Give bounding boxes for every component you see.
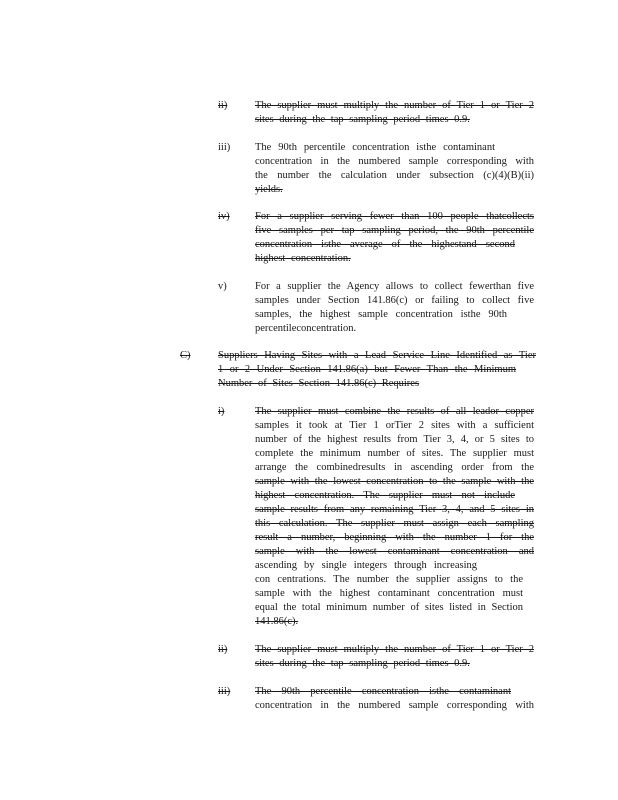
text-line: highest concentration. The supplier must not include: [255, 490, 515, 501]
text-line: arrange the combinedresults in ascending order from the: [255, 462, 534, 473]
paragraph-text: [255, 643, 534, 671]
text-line: concentration in the numbered sample corresponding with: [255, 700, 534, 711]
text-line: sample with the lowest contaminant concentration and: [255, 546, 534, 557]
text-line: 1 or 2 Under Section 141.86(a) but Fewer Than the Minimum: [218, 364, 516, 375]
text-line: sites during the tap sampling period times 0.9.: [255, 658, 470, 669]
paragraph-text: [255, 99, 534, 127]
text-line: highest concentration.: [255, 253, 351, 264]
text-line: result a number, beginning with the number 1 for the: [255, 532, 534, 543]
paragraph-text: [218, 349, 536, 391]
text-line: con centrations. The number the supplier assigns to the: [255, 574, 523, 585]
paragraph-c: [180, 349, 536, 391]
text-line: sites during the tap sampling period times 0.9.: [255, 114, 470, 125]
paragraph-label: ii): [218, 100, 228, 111]
paragraph-a-v: [218, 280, 534, 336]
text-line: the number the calculation under subsection (c)(4)(B)(ii): [255, 170, 534, 181]
text-line: percentileconcentration.: [255, 323, 357, 334]
text-line: Suppliers Having Sites with a Lead Service Line Identified as Tier: [218, 350, 536, 361]
paragraph-a-iii: [218, 141, 534, 197]
paragraph-a-ii: [218, 99, 534, 127]
paragraph-text: [255, 685, 534, 713]
text-line: sample results from any remaining Tier 3, 4, and 5 sites in: [255, 504, 534, 515]
text-line: The 90th percentile concentration isthe contaminant: [255, 686, 511, 697]
text-line: equal the total minimum number of sites listed in Section: [255, 602, 523, 613]
text-line: 141.86(c).: [255, 616, 299, 627]
text-line: Number of Sites Section 141.86(c) Requires: [218, 378, 420, 389]
text-line: samples it took at Tier 1 orTier 2 sites with a sufficient: [255, 420, 534, 431]
text-line: concentration in the numbered sample corresponding with: [255, 156, 534, 167]
text-line: The supplier must combine the results of all leador copper: [255, 406, 534, 417]
text-line: ascending by single integers through increasing: [255, 560, 477, 571]
paragraph-c-i: [218, 405, 534, 629]
text-line: complete the minimum number of sites. The supplier must: [255, 448, 534, 459]
text-line: samples under Section 141.86(c) or failing to collect five: [255, 295, 534, 306]
paragraph-label: iii): [218, 142, 231, 153]
paragraph-label: ii): [218, 644, 228, 655]
paragraph-c-iii: [218, 685, 534, 713]
text-line: yields.: [255, 184, 283, 195]
text-line: sample with the highest contaminant concentration must: [255, 588, 523, 599]
text-line: this calculation. The supplier must assign each sampling: [255, 518, 534, 529]
text-line: five samples per tap sampling period, the 90th percentile: [255, 225, 534, 236]
paragraph-label: iii): [218, 686, 231, 697]
text-line: concentration isthe average of the highestand second: [255, 239, 515, 250]
paragraph-text: [255, 210, 534, 266]
text-line: The supplier must multiply the number of Tier 1 or Tier 2: [255, 100, 534, 111]
text-line: The supplier must multiply the number of Tier 1 or Tier 2: [255, 644, 534, 655]
text-line: For a supplier serving fewer than 100 people thatcollects: [255, 211, 534, 222]
paragraph-label: C): [180, 350, 191, 361]
paragraph-text: [255, 280, 534, 336]
paragraph-label: i): [218, 406, 225, 417]
text-line: sample with the lowest concentration to the sample with the: [255, 476, 534, 487]
paragraph-a-iv: [218, 210, 534, 266]
paragraph-c-ii: [218, 643, 534, 671]
text-line: The 90th percentile concentration isthe contaminant: [255, 142, 495, 153]
paragraph-label: iv): [218, 211, 230, 222]
paragraph-text: [255, 141, 534, 197]
paragraph-label: v): [218, 281, 227, 292]
text-line: number of the highest results from Tier 3, 4, or 5 sites to: [255, 434, 534, 445]
text-line: samples, the highest sample concentration isthe 90th: [255, 309, 507, 320]
text-line: For a supplier the Agency allows to collect fewerthan five: [255, 281, 534, 292]
paragraph-text: [255, 405, 534, 629]
